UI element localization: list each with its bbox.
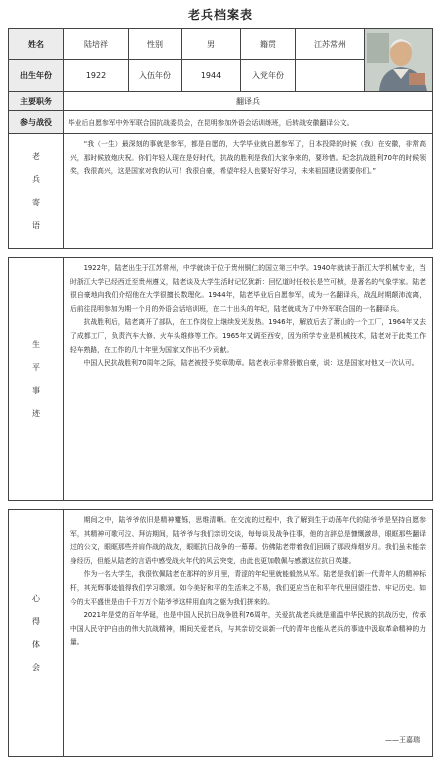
life-label-char: 迹 bbox=[32, 409, 40, 418]
life-label-char: 事 bbox=[32, 386, 40, 395]
gender-value: 男 bbox=[181, 28, 241, 60]
life-label bbox=[8, 257, 64, 501]
reflection-label-char: 会 bbox=[32, 663, 40, 672]
life-paragraph: 中国人民抗战胜利70周年之际，陆老被授予奖章勋章。陆老表示非常骄傲自豪，说：这是国家对他又一次认可。 bbox=[83, 359, 419, 368]
words-label-char: 寄 bbox=[32, 198, 40, 207]
enlist-value: 1944 bbox=[181, 59, 241, 92]
page-title: 老兵档案表 bbox=[187, 8, 253, 22]
reflection-paragraph: 期间之中，陆爷爷依旧是精神矍铄，思维清晰。在交流的过程中，我了解到生于动荡年代的陆爷爷是坚持自愿参军，其精神可歌可泣、拜访期间，陆爷爷与我们亲切交谈，每每谈及战争往事，他的言辞总是慷慨激昂，眼眶那些翻译过的公文，眼眶那些并肩作战的战友，眼眶抗日战争的一幕幕。仿佛陆老带着我们回顾了那段烽烟岁月。我们虽未能亲身经历，但能从陆老的言语中感受战火年代的风云突变，由此也更加敬佩与感激这位抗日英雄。 bbox=[70, 516, 426, 565]
party-label: 入党年份 bbox=[240, 59, 296, 92]
birth-value: 1922 bbox=[63, 59, 129, 92]
gender-label: 性别 bbox=[128, 28, 182, 60]
words-paragraph: “我（一生）最深刻的事就是参军，都是自愿的，大学毕业就自愿参军了，日本投降的时候（我）在安徽，非常高兴，那时候放炮庆祝。你们年轻人现在是好时代，抗战的胜利是我们大家争来的，要珍惜。纪念抗战胜利70年的时候领奖，我很高兴，这是国家对我的认可！我很自豪，希望年轻人也要好好学习，未来祖国建设需要你们。” bbox=[70, 140, 426, 176]
battles-value: 毕业后自愿参军中外军联合国抗战委员会，在昆明参加外语会话训练班，后转战安徽翻译公文。 bbox=[63, 110, 433, 134]
birth-label: 出生年份 bbox=[8, 59, 64, 92]
reflection-paragraph: 作为一名大学生，我很钦佩陆老在那样的岁月里，青涩的年纪里就能毅然从军。陆老是我们新一代青年人的精神标杆，其光辉事迹值得我们学习歌颂。如今美好和平的生活来之不易，我们更应当在和平年代里回望往昔、牢记历史。如今的太平盛世是由千千万万个陆爷爷这样用血肉之躯为我们拼来的。 bbox=[70, 570, 426, 606]
enlist-label: 入伍年份 bbox=[128, 59, 182, 92]
life-paragraph: 1922年，陆老出生于江苏常州，中学就读于位于贵州铜仁的国立第三中学。1940年就读于浙江大学机械专业，当时浙江大学已经西迁至贵州遵义，陆老谈及大学生活时记忆犹新：回忆道时任校长是竺可桢，是著名的气象学家。陆老很自豪地向我们介绍他在大学很擅长数理化。1944年，陆老毕业后自愿参军，成为一名翻译兵，战乱时期颠沛流离，后前往昆明参加为期一个月的外语会话培训班，在二十出头的年纪，陆老就成为了中外军联合国的一名翻译兵。 bbox=[70, 264, 426, 313]
party-value bbox=[295, 59, 365, 92]
battles-label: 参与战役 bbox=[8, 110, 64, 134]
words-text bbox=[63, 133, 433, 249]
origin-label: 籍贯 bbox=[240, 28, 296, 60]
signature: ——王嘉瑞 bbox=[385, 736, 420, 745]
duty-label: 主要职务 bbox=[8, 91, 64, 111]
life-text bbox=[63, 257, 433, 501]
reflection-text bbox=[63, 509, 433, 757]
life-label-char: 生 bbox=[32, 340, 40, 349]
reflection-label-char: 心 bbox=[32, 594, 40, 603]
reflection-paragraph: 2021年是党的百年华诞，也是中国人民抗日战争胜利76周年，关爱抗战老兵就是重温中华民族的抗战历史，传承中国人民守护自由的伟大抗战精神，期间关爱老兵，与其亲切交谈新一代的青年也能从老兵的事迹中汲取革命精神的力量。 bbox=[70, 611, 426, 647]
reflection-label-char: 得 bbox=[32, 617, 40, 626]
reflection-label bbox=[8, 509, 64, 757]
veteran-photo bbox=[364, 28, 433, 92]
words-label-char: 老 bbox=[32, 152, 40, 161]
words-label bbox=[8, 133, 64, 249]
origin-value: 江苏常州 bbox=[295, 28, 365, 60]
words-label-char: 语 bbox=[32, 221, 40, 230]
portrait-image bbox=[365, 29, 432, 91]
name-value: 陆培祥 bbox=[63, 28, 129, 60]
reflection-label-char: 体 bbox=[32, 640, 40, 649]
name-label: 姓名 bbox=[8, 28, 64, 60]
life-paragraph: 抗战胜利后，陆老离开了部队，在工作岗位上继续发光发热。1946年，解放后去了萧山的一个工厂，1964年又去了成都工厂，负责汽车大修、火车头维修等工作。1965年又调至西安，因为所学专业是机械技术，陆老对于此类工作轻车熟路，在工作的几十年里为国家又作出不少贡献。 bbox=[70, 318, 426, 354]
words-label-char: 兵 bbox=[32, 175, 40, 184]
life-label-char: 平 bbox=[32, 363, 40, 372]
duty-value: 翻译兵 bbox=[63, 91, 433, 111]
